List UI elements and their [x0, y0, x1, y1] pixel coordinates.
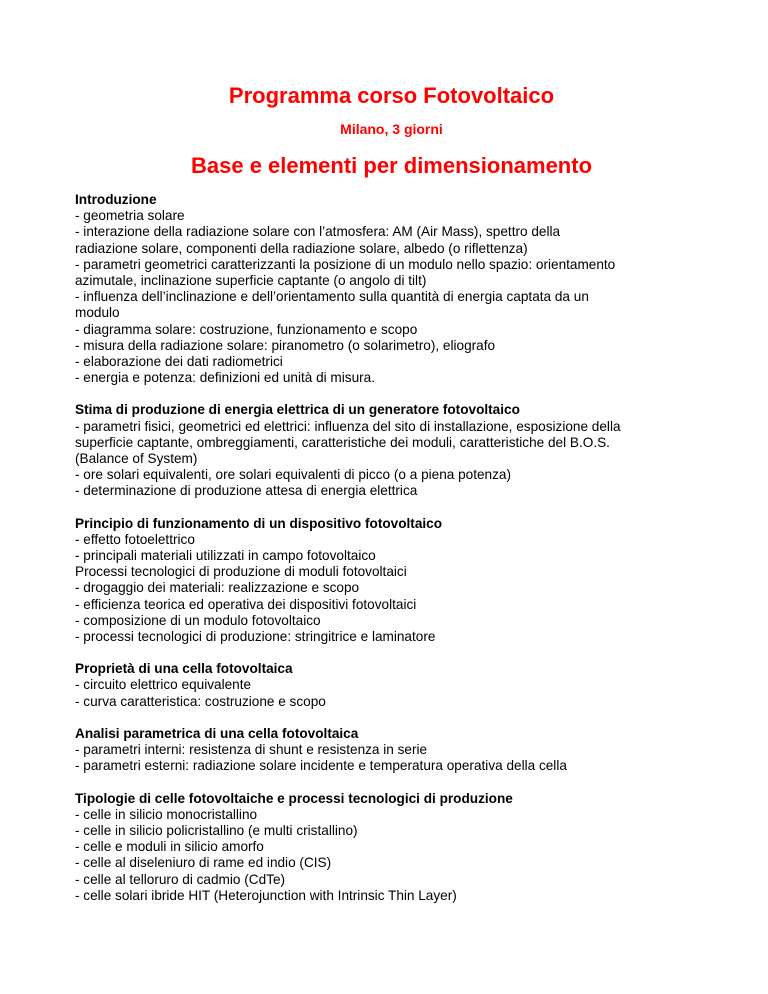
section-line: superficie captante, ombreggiamenti, caratteristiche dei moduli, caratteristiche del B.O.S.: [75, 434, 610, 450]
section-line: - geometria solare: [75, 208, 185, 224]
section-line: - celle solari ibride HIT (Heterojunction with Intrinsic Thin Layer): [75, 887, 457, 903]
page-subtitle: Milano, 3 giorni: [340, 121, 443, 137]
section-line: - parametri interni: resistenza di shunt e resistenza in serie: [75, 742, 428, 758]
section-title: Proprietà di una cella fotovoltaica: [75, 661, 293, 677]
section-line: - composizione di un modulo fotovoltaico: [75, 612, 321, 628]
section-title: Analisi parametrica di una cella fotovoltaica: [75, 725, 359, 741]
section-title: Stima di produzione di energia elettrica di un generatore fotovoltaico: [75, 402, 520, 418]
section-line: - processi tecnologici di produzione: stringitrice e laminatore: [75, 629, 436, 645]
section-line: - parametri fisici, geometrici ed elettrici: influenza del sito di installazione, esposizione della: [75, 418, 621, 434]
page-title: Programma corso Fotovoltaico: [228, 83, 555, 108]
section-line: - determinazione di produzione attesa di energia elettrica: [75, 483, 418, 499]
sections-container: [75, 192, 708, 904]
section-title: Tipologie di celle fotovoltaiche e processi tecnologici di produzione: [75, 790, 513, 806]
section-line: - drogaggio dei materiali: realizzazione e scopo: [75, 580, 360, 596]
section-title: Principio di funzionamento di un dispositivo fotovoltaico: [75, 515, 443, 531]
section-line: - elaborazione dei dati radiometrici: [75, 354, 283, 370]
section-line: Processi tecnologici di produzione di moduli fotovoltaici: [75, 564, 407, 580]
section-line: (Balance of System): [75, 451, 198, 467]
section-heading: Base e elementi per dimensionamento: [190, 153, 593, 178]
course-section: [75, 726, 708, 775]
section-line: modulo: [75, 305, 120, 321]
section-line: - circuito elettrico equivalente: [75, 677, 252, 693]
section-line: - influenza dell’inclinazione e dell’orientamento sulla quantità di energia captata da un: [75, 289, 589, 305]
section-title: Introduzione: [75, 192, 157, 207]
section-line: - energia e potenza: definizioni ed unità di misura.: [75, 370, 375, 386]
section-line: radiazione solare, componenti della radiazione solare, albedo (o riflettenza): [75, 240, 528, 256]
section-line: - celle al diseleniuro di rame ed indio (CIS): [75, 855, 332, 871]
section-line: - curva caratteristica: costruzione e scopo: [75, 693, 326, 709]
course-section: [75, 516, 708, 646]
section-line: - celle al telloruro di cadmio (CdTe): [75, 871, 286, 887]
section-line: - parametri esterni: radiazione solare incidente e temperatura operativa della cella: [75, 758, 567, 774]
course-section: [75, 402, 708, 499]
section-line: - diagramma solare: costruzione, funzionamento e scopo: [75, 321, 418, 337]
course-section: [75, 192, 708, 386]
section-line: - misura della radiazione solare: piranometro (o solarimetro), eliografo: [75, 337, 496, 353]
section-line: - interazione della radiazione solare con l’atmosfera: AM (Air Mass), spettro della: [75, 224, 561, 240]
section-line: - principali materiali utilizzati in campo fotovoltaico: [75, 548, 376, 564]
course-section: [75, 791, 708, 904]
section-line: - efficienza teorica ed operativa dei dispositivi fotovoltaici: [75, 596, 417, 612]
section-line: - parametri geometrici caratterizzanti la posizione di un modulo nello spazio: orientamento: [75, 256, 616, 272]
section-line: - celle in silicio policristallino (e multi cristallino): [75, 822, 358, 838]
section-line: - effetto fotoelettrico: [75, 531, 195, 547]
course-section: [75, 661, 708, 710]
section-line: - celle in silicio monocristallino: [75, 806, 258, 822]
section-line: - celle e moduli in silicio amorfo: [75, 839, 264, 855]
section-line: - ore solari equivalenti, ore solari equivalenti di picco (o a piena potenza): [75, 467, 512, 483]
section-line: azimutale, inclinazione superficie captante (o angolo di tilt): [75, 273, 427, 289]
